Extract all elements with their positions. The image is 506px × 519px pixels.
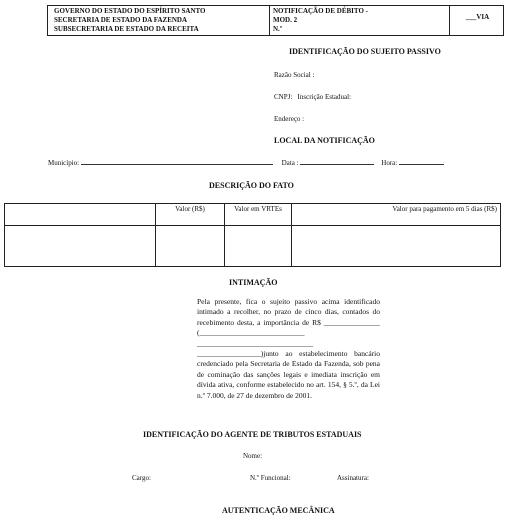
doc-model: MOD. 2: [273, 16, 298, 24]
vrte-cell[interactable]: [225, 226, 292, 267]
agente-title: IDENTIFICAÇÃO DO AGENTE DE TRIBUTOS ESTADUAIS: [143, 430, 362, 439]
form-header: [47, 5, 504, 36]
intimacao-text: Pela presente, fica o sujeito passivo acima identificado intimado a recolher, no prazo de cinco dias, contados do recebimento desta, a importância de R$ _______________ (____________________________ _______________________________ _________________)junto ao estabelecimento bancário credenciado pela Secretaria de Estado da Fazenda, sob pena de cominação das sanções legais e imediata inscrição em dívida ativa, conforme estabelecido no art. 154, § 5.º, da Lei n.º 7.000, de 27 de dezembro de 2001.: [197, 297, 380, 400]
intimacao-title: INTIMAÇÃO: [229, 278, 278, 287]
data-label: Data :: [281, 159, 299, 167]
gov-line-subsecretariat: SUBSECRETARIA DE ESTADO DA RECEITA: [54, 25, 199, 33]
doc-title: NOTIFICAÇÃO DE DÉBITO -: [273, 7, 368, 15]
sujeito-passivo-title: IDENTIFICAÇÃO DO SUJEITO PASSIVO: [289, 47, 441, 56]
hora-label: Hora:: [381, 159, 398, 167]
agente-nome-label[interactable]: Nome:: [243, 452, 263, 460]
descricao-fato-title: DESCRIÇÃO DO FATO: [209, 181, 294, 190]
cnpj-label[interactable]: CNPJ:: [274, 93, 293, 101]
via-field[interactable]: ___VIA: [465, 13, 490, 21]
government-block: [48, 6, 270, 35]
razao-social-label[interactable]: Razão Social :: [274, 71, 315, 79]
valor-header: Valor (R$): [156, 204, 225, 226]
municipio-field[interactable]: [81, 157, 273, 165]
agente-cargo-label[interactable]: Cargo:: [132, 474, 151, 482]
document-title-block: [270, 6, 450, 35]
descricao-cell[interactable]: [5, 226, 156, 267]
hora-field[interactable]: [399, 157, 444, 165]
agente-assinatura-label[interactable]: Assinatura:: [337, 474, 369, 482]
fato-table: [4, 203, 501, 267]
gov-line-state: GOVERNO DO ESTADO DO ESPÍRITO SANTO: [54, 7, 206, 15]
pagamento-cell[interactable]: [292, 226, 501, 267]
doc-number: N.º: [273, 25, 283, 33]
valor-cell[interactable]: [156, 226, 225, 267]
vrte-header: Valor em VRTEs: [225, 204, 292, 226]
local-notificacao-title: LOCAL DA NOTIFICAÇÃO: [274, 136, 375, 145]
agente-funcional-label[interactable]: N.º Funcional:: [250, 474, 291, 482]
endereco-label[interactable]: Endereço :: [274, 115, 305, 123]
data-field[interactable]: [300, 157, 374, 165]
inscricao-estadual-label[interactable]: Inscrição Estadual:: [297, 93, 351, 101]
fato-header-empty: [5, 204, 156, 226]
municipio-label: Município:: [48, 159, 80, 167]
autenticacao-title: AUTENTICAÇÃO MECÂNICA: [222, 506, 335, 515]
local-row: [48, 157, 444, 167]
gov-line-secretariat: SECRETARIA DE ESTADO DA FAZENDA: [54, 16, 188, 24]
cnpj-ie-row: [274, 93, 351, 101]
pagamento-header: Valor para pagamento em 5 dias (R$): [292, 204, 501, 226]
